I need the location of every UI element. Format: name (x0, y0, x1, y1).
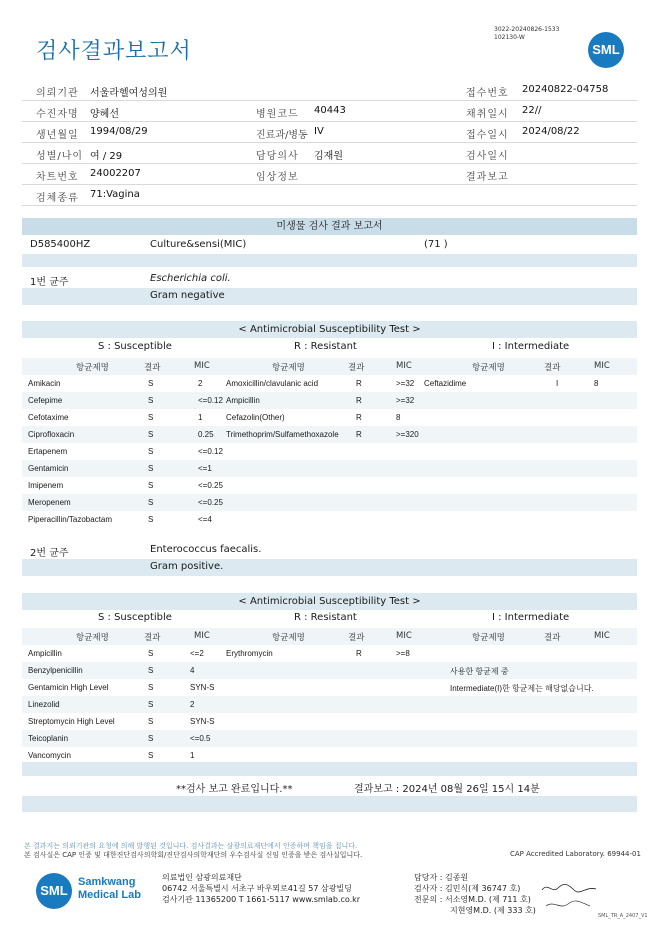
isolate2-row (22, 542, 637, 559)
dob-label: 생년월일 (36, 130, 79, 141)
table-row (22, 696, 637, 713)
mic-1: 1 (198, 413, 203, 422)
dob-value: 1994/08/29 (90, 126, 148, 137)
isolate1-table-header (22, 358, 637, 375)
org-license: 검사기관 11365200 T 1661-5117 www.smlab.co.kr (162, 895, 361, 904)
isolate1-legend-r: R : Resistant (294, 341, 357, 352)
sml-logo: SML (588, 32, 624, 68)
table-row (22, 494, 637, 511)
isolate1-col-drug-2: 항균제명 (272, 363, 305, 373)
result-2: R (356, 430, 362, 439)
ward-code-value: 40443 (314, 105, 346, 116)
patient-label: 수진자명 (36, 109, 79, 120)
mic-1: SYN-S (190, 683, 215, 692)
mic-2: >=32 (396, 379, 415, 388)
drug-name-1: Ampicillin (28, 649, 62, 658)
isolate2-gram: Gram positive. (150, 561, 224, 572)
test-code: D585400HZ (30, 239, 91, 250)
isolate2-legend-r: R : Resistant (294, 612, 357, 623)
table-row (22, 662, 637, 679)
receipt-no-label: 접수번호 (466, 88, 509, 99)
drug-name-1: Gentamicin (28, 464, 69, 473)
mic-2: >=32 (396, 396, 415, 405)
mic-1: <=0.25 (198, 481, 223, 490)
note-text: Intermediate(I)한 항균제는 해당없습니다. (450, 684, 594, 693)
chart-value: 24002207 (90, 168, 141, 179)
header-row-3 (22, 122, 637, 143)
report-time: 결과보고 : 2024년 08월 26일 15시 14분 (354, 784, 540, 795)
table-row (22, 392, 637, 409)
isolate2-col-drug-1: 항균제명 (76, 633, 109, 643)
specimen-label: 검체종류 (36, 193, 79, 204)
isolate2-legend-s: S : Susceptible (98, 612, 172, 623)
mic-1: 2 (198, 379, 203, 388)
result-1: S (148, 447, 154, 456)
section-title: 미생물 검사 결과 보고서 (22, 218, 637, 235)
drug-name-1: Meropenem (28, 498, 71, 507)
result-2: R (356, 396, 362, 405)
result-1: S (148, 498, 154, 507)
mic-1: <=1 (198, 464, 212, 473)
result-1: S (148, 734, 154, 743)
sml-footer-logo: SML (36, 873, 72, 909)
signature-image (540, 880, 600, 914)
drug-name-1: Ertapenem (28, 447, 68, 456)
table-row (22, 679, 637, 696)
isolate2-ast-title: < Antimicrobial Susceptibility Test > (22, 593, 637, 610)
drug-name-2: Erythromycin (226, 649, 273, 658)
isolate1-col-result-1: 결과 (144, 363, 161, 373)
staff-1: 담당자 : 김종원 (414, 873, 469, 882)
result-1: S (148, 683, 154, 692)
page-title: 검사결과보고서 (36, 39, 192, 64)
footer-cap: CAP Accredited Laboratory. 69944-01 (510, 850, 641, 858)
receipt-no-value: 20240822-04758 (522, 84, 609, 95)
dept-value: IV (314, 126, 324, 137)
dept-label: 진료과/병동 (256, 130, 308, 141)
footer-staff (414, 872, 536, 916)
table-row (22, 645, 637, 662)
result-2: R (356, 413, 362, 422)
result-2: R (356, 379, 362, 388)
result-1: S (148, 430, 154, 439)
receive-date-value: 2024/08/22 (522, 126, 580, 137)
result-2: R (356, 649, 362, 658)
result-1: S (148, 666, 154, 675)
hospital-value: 서울라헬여성의원 (90, 88, 168, 99)
header-row-1 (22, 80, 637, 101)
isolate2-col-mic-1: MIC (194, 631, 210, 641)
mic-1: 4 (190, 666, 195, 675)
doctor-label: 담당의사 (256, 151, 299, 162)
staff-3: 전문의 : 서소영M.D. (제 711 호) (414, 895, 531, 904)
org-address: 06742 서울특별시 서초구 바우뫼로41길 57 삼광빌딩 (162, 884, 352, 893)
table-row (22, 730, 637, 747)
mic-1: <=0.12 (198, 396, 223, 405)
mic-1: <=0.25 (198, 498, 223, 507)
table-row (22, 375, 637, 392)
drug-name-1: Gentamicin High Level (28, 683, 109, 692)
result-3: I (556, 379, 559, 388)
isolate1-gram-band (22, 288, 637, 305)
drug-name-1: Benzylpenicillin (28, 666, 83, 675)
isolate2-col-result-2: 결과 (348, 633, 365, 643)
isolate2-col-drug-2: 항균제명 (272, 633, 305, 643)
isolate1-label: 1번 균주 (30, 277, 69, 288)
isolate1-legend-i: I : Intermediate (492, 341, 570, 352)
table-row (22, 443, 637, 460)
receive-date-label: 접수일시 (466, 130, 509, 141)
form-code: SML_TR_A_2407_V1 (598, 913, 648, 919)
result-1: S (148, 464, 154, 473)
mic-1: <=0.5 (190, 734, 211, 743)
test-suffix: (71 ) (424, 239, 448, 250)
table-row (22, 409, 637, 426)
isolate2-col-drug-3: 항균제명 (472, 633, 505, 643)
ward-code-label: 병원코드 (256, 109, 299, 120)
mic-1: 0.25 (198, 430, 214, 439)
completion-row (22, 778, 637, 795)
mic-3: 8 (594, 379, 599, 388)
mic-1: <=0.12 (198, 447, 223, 456)
clinical-label: 임상정보 (256, 172, 299, 183)
drug-name-1: Teicoplanin (28, 734, 69, 743)
table-row (22, 460, 637, 477)
header-row-2 (22, 101, 637, 122)
drug-name-2: Amoxicillin/clavulanic acid (226, 379, 319, 388)
drug-name-1: Imipenem (28, 481, 64, 490)
document-id-line2: 102130-W (494, 34, 525, 41)
header-row-5 (22, 164, 637, 185)
brand-line-1: Samkwang (78, 876, 136, 888)
drug-name-1: Vancomycin (28, 751, 71, 760)
isolate2-col-result-1: 결과 (144, 633, 161, 643)
isolate1-col-drug-3: 항균제명 (472, 363, 505, 373)
mic-1: <=2 (190, 649, 204, 658)
drug-name-2: Ampicillin (226, 396, 260, 405)
isolate1-legend-s: S : Susceptible (98, 341, 172, 352)
mic-1: SYN-S (190, 717, 215, 726)
doctor-value: 김재원 (314, 151, 343, 162)
mic-1: <=4 (198, 515, 212, 524)
isolate1-col-mic-2: MIC (396, 361, 412, 371)
result-1: S (148, 481, 154, 490)
footer-notice-1: 본 결과지는 의뢰기관의 요청에 의해 발행된 것입니다. 검사결과는 삼광의료재단에서 인증하며 책임을 집니다. (24, 842, 358, 850)
pre-completion-band (22, 762, 637, 776)
drug-name-1: Linezolid (28, 700, 60, 709)
brand-line-2: Medical Lab (78, 889, 141, 901)
result-1: S (148, 717, 154, 726)
test-row (22, 237, 637, 254)
hospital-label: 의뢰기관 (36, 88, 79, 99)
chart-label: 차트번호 (36, 172, 79, 183)
document-id (494, 26, 559, 42)
isolate2-table-header (22, 628, 637, 645)
result-1: S (148, 379, 154, 388)
drug-name-1: Ciprofloxacin (28, 430, 75, 439)
staff-2: 검사자 : 김민식(제 36747 호) (414, 884, 521, 893)
isolate2-col-result-3: 결과 (544, 633, 561, 643)
isolate1-col-drug-1: 항균제명 (76, 363, 109, 373)
drug-name-3: Ceftazidime (424, 379, 467, 388)
isolate2-organism: Enterococcus faecalis. (150, 544, 262, 555)
table-row (22, 511, 637, 528)
isolate1-gram: Gram negative (150, 290, 225, 301)
isolate1-legend (22, 340, 637, 356)
brand-name (78, 876, 141, 902)
staff-4: 지현영M.D. (제 333 호) (450, 906, 536, 915)
isolate1-ast-title: < Antimicrobial Susceptibility Test > (22, 321, 637, 338)
document-id-line1: 3022-20240826-1533 (494, 26, 560, 33)
test-date-label: 검사일시 (466, 151, 509, 162)
isolate2-col-mic-3: MIC (594, 631, 610, 641)
result-1: S (148, 649, 154, 658)
drug-name-2: Trimethoprim/Sulfamethoxazole (226, 430, 339, 439)
drug-name-1: Piperacillin/Tazobactam (28, 515, 113, 524)
mic-1: 2 (190, 700, 195, 709)
result-1: S (148, 751, 154, 760)
isolate2-legend-i: I : Intermediate (492, 612, 570, 623)
specimen-value: 71:Vagina (90, 189, 140, 200)
post-completion-band (22, 796, 637, 812)
isolate2-col-mic-2: MIC (396, 631, 412, 641)
header-row-6 (22, 185, 637, 206)
footer-notice-2: 본 검사실은 CAP 인증 및 대한진단검사의학회/진단검사의학재단의 우수검사실 신임 인증을 받은 검사실입니다. (24, 851, 363, 859)
isolate1-row (22, 271, 637, 288)
note-text: 사용한 항균제 중 (450, 667, 509, 676)
mic-2: >=320 (396, 430, 419, 439)
result-1: S (148, 396, 154, 405)
header-row-4 (22, 143, 637, 164)
sex-age-label: 성별/나이 (36, 151, 84, 162)
collect-date-value: 22// (522, 105, 542, 116)
drug-name-1: Amikacin (28, 379, 61, 388)
result-1: S (148, 515, 154, 524)
isolate1-col-result-2: 결과 (348, 363, 365, 373)
patient-value: 양혜선 (90, 109, 119, 120)
mic-2: 8 (396, 413, 401, 422)
sex-age-value: 여 / 29 (90, 151, 123, 162)
drug-name-1: Cefepime (28, 396, 63, 405)
drug-name-1: Cefotaxime (28, 413, 69, 422)
mic-1: 1 (190, 751, 195, 760)
isolate2-gram-band (22, 559, 637, 576)
isolate2-label: 2번 균주 (30, 548, 69, 559)
drug-name-2: Cefazolin(Other) (226, 413, 285, 422)
result-1: S (148, 413, 154, 422)
result-label: 결과보고 (466, 172, 509, 183)
table-row (22, 426, 637, 443)
completion-text: **검사 보고 완료입니다.** (176, 784, 293, 795)
isolate1-col-result-3: 결과 (544, 363, 561, 373)
org-name: 의료법인 삼광의료재단 (162, 873, 242, 882)
isolate1-organism: Escherichia coli. (150, 273, 231, 284)
footer-org (162, 872, 360, 905)
spacer-band (22, 254, 637, 267)
isolate2-legend (22, 611, 637, 627)
table-row (22, 713, 637, 730)
isolate1-col-mic-1: MIC (194, 361, 210, 371)
test-name: Culture&sensi(MIC) (150, 239, 247, 250)
collect-date-label: 채취일시 (466, 109, 509, 120)
table-row (22, 477, 637, 494)
result-1: S (148, 700, 154, 709)
mic-2: >=8 (396, 649, 410, 658)
isolate1-col-mic-3: MIC (594, 361, 610, 371)
drug-name-1: Streptomycin High Level (28, 717, 115, 726)
